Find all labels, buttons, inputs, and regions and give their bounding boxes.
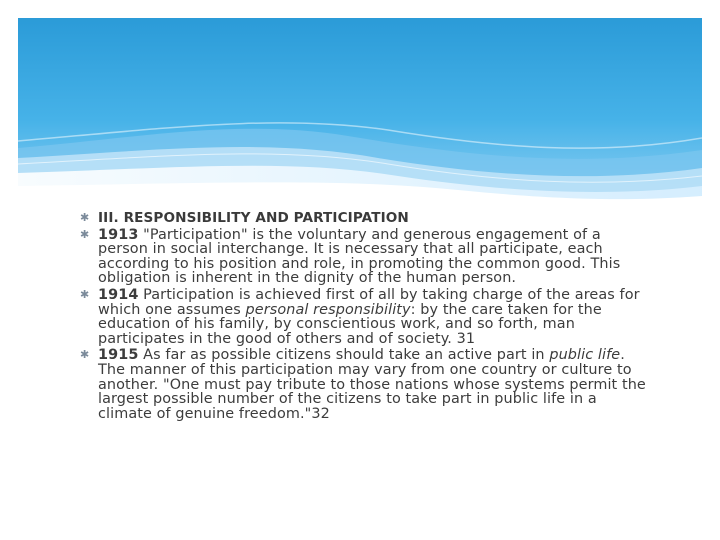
- asterisk-bullet-icon: ✱: [80, 348, 90, 362]
- paragraph-text-continued: : by the care taken for the education of his family, by conscientious work, and so forth, man participates in the good of others and of society. 31: [98, 301, 602, 347]
- list-item-heading: [80, 211, 652, 226]
- paragraph-text-continued: . The manner of this participation may vary from one country or culture to another. "One must pay tribute to those nations whose systems permit the largest possible number of the citizens to take part in public life in a climate of genuine freedom."32: [98, 347, 646, 422]
- paragraph-number: 1915: [98, 347, 139, 364]
- list-item-1915: [80, 348, 652, 421]
- paragraph-text: "Participation" is the voluntary and generous engagement of a person in social interchange. It is necessary that all participate, each according to his position and role, in promoting the common good. This obligation is inherent in the dignity of the human person.: [98, 226, 621, 287]
- asterisk-bullet-icon: ✱: [80, 287, 90, 301]
- asterisk-bullet-icon: ✱: [80, 227, 90, 241]
- paragraph-text: As far as possible citizens should take an active part in: [138, 347, 550, 364]
- bullet-list: [80, 211, 652, 421]
- italic-phrase: personal responsibility: [245, 301, 411, 318]
- header-banner: [18, 18, 702, 203]
- italic-phrase: public life: [549, 347, 621, 364]
- content-area: [80, 211, 652, 423]
- list-item-1913: [80, 228, 652, 286]
- paragraph-number: 1913: [98, 226, 139, 243]
- section-heading: III. RESPONSIBILITY AND PARTICIPATION: [98, 210, 409, 226]
- asterisk-bullet-icon: ✱: [80, 211, 90, 224]
- list-item-1914: [80, 288, 652, 346]
- paragraph-text: Participation is achieved first of all by taking charge of the areas for which one assumes: [98, 286, 640, 318]
- wave-decoration: [18, 18, 702, 203]
- paragraph-number: 1914: [98, 286, 139, 303]
